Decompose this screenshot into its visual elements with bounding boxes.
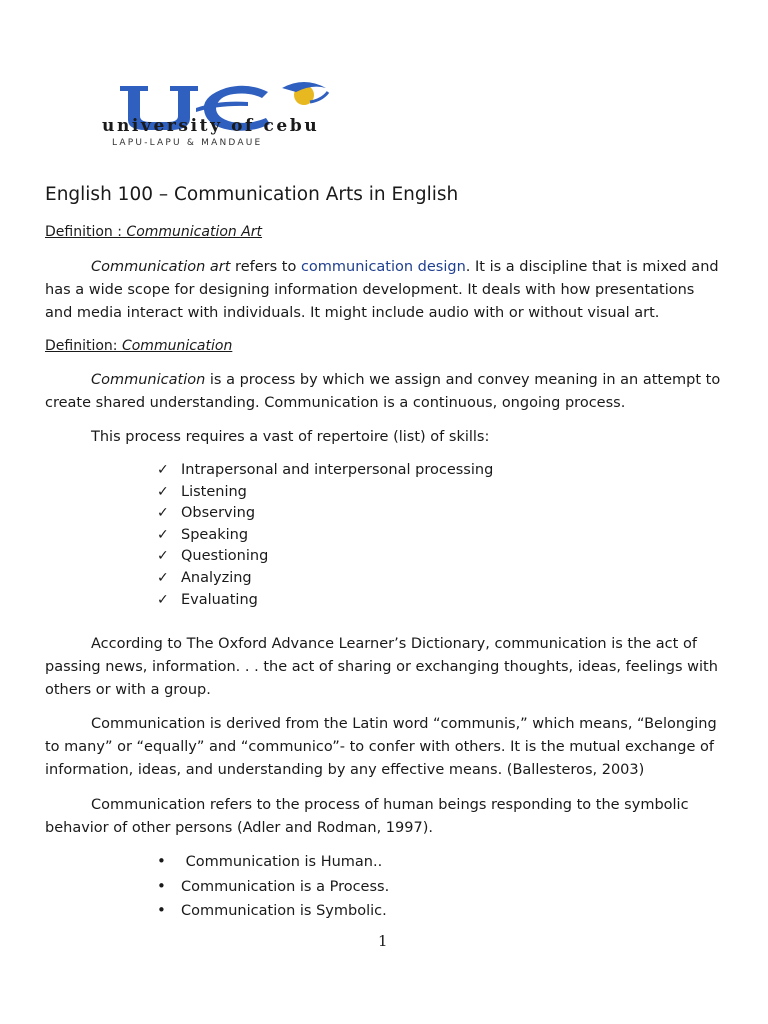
checklist-item: ✓ Analyzing <box>157 568 493 590</box>
checklist-item: ✓ Speaking <box>157 525 493 547</box>
term-communication: Communication <box>91 372 206 388</box>
logo-campus-text: LAPU-LAPU & MANDAUE <box>112 138 263 148</box>
definition-heading-communication-art: Definition : Communication Art <box>45 224 263 240</box>
checklist-item: ✓ Observing <box>157 503 493 525</box>
page-title: English 100 – Communication Arts in English <box>45 184 459 205</box>
page-number: 1 <box>378 932 388 950</box>
list-item: • Communication is Symbolic. <box>157 899 389 924</box>
paragraph-oxford-definition: According to The Oxford Advance Learner’s Dictionary, communication is the act of passing news, information. . . the act of sharing or exchanging thoughts, ideas, feelings with others or with a group. <box>45 636 718 698</box>
term-communication-art: Communication art <box>91 259 231 275</box>
communication-design-link[interactable]: communication design <box>300 259 466 275</box>
paragraph-communication: Communication is a process by which we assign and convey meaning in an attempt to create shared understanding. Communication is a continuous, ongoing process. <box>45 372 721 411</box>
paragraph-skills-intro: This process requires a vast of repertoire (list) of skills: <box>91 429 490 445</box>
checklist-item: ✓ Evaluating <box>157 590 493 612</box>
logo-university-name: university of cebu <box>102 116 320 136</box>
paragraph-communication-art: Communication art refers to communication design. It is a discipline that is mixed and has a wide scope for designing information development. It deals with how presentations and media interact with individuals. It might include audio with or without visual art. <box>45 259 719 321</box>
communication-features-list <box>157 850 389 924</box>
checklist-item: ✓ Intrapersonal and interpersonal processing <box>157 460 493 482</box>
paragraph-latin-origin: Communication is derived from the Latin word “communis,” which means, “Belonging to many” or “equally” and “communico”- to confer with others. It is the mutual exchange of information, ideas, and understanding by any effective means. (Ballesteros, 2003) <box>45 716 717 778</box>
definition-heading-communication: Definition: Communication <box>45 338 233 354</box>
checklist-item: ✓ Questioning <box>157 546 493 568</box>
university-of-cebu-logo <box>98 78 388 150</box>
list-item: • Communication is a Process. <box>157 875 389 900</box>
paragraph-adler-rodman: Communication refers to the process of human beings responding to the symbolic behavior of other persons (Adler and Rodman, 1997). <box>45 797 689 836</box>
checklist-item: ✓ Listening <box>157 482 493 504</box>
skills-checklist <box>157 460 493 611</box>
list-item: • Communication is Human.. <box>157 850 389 875</box>
